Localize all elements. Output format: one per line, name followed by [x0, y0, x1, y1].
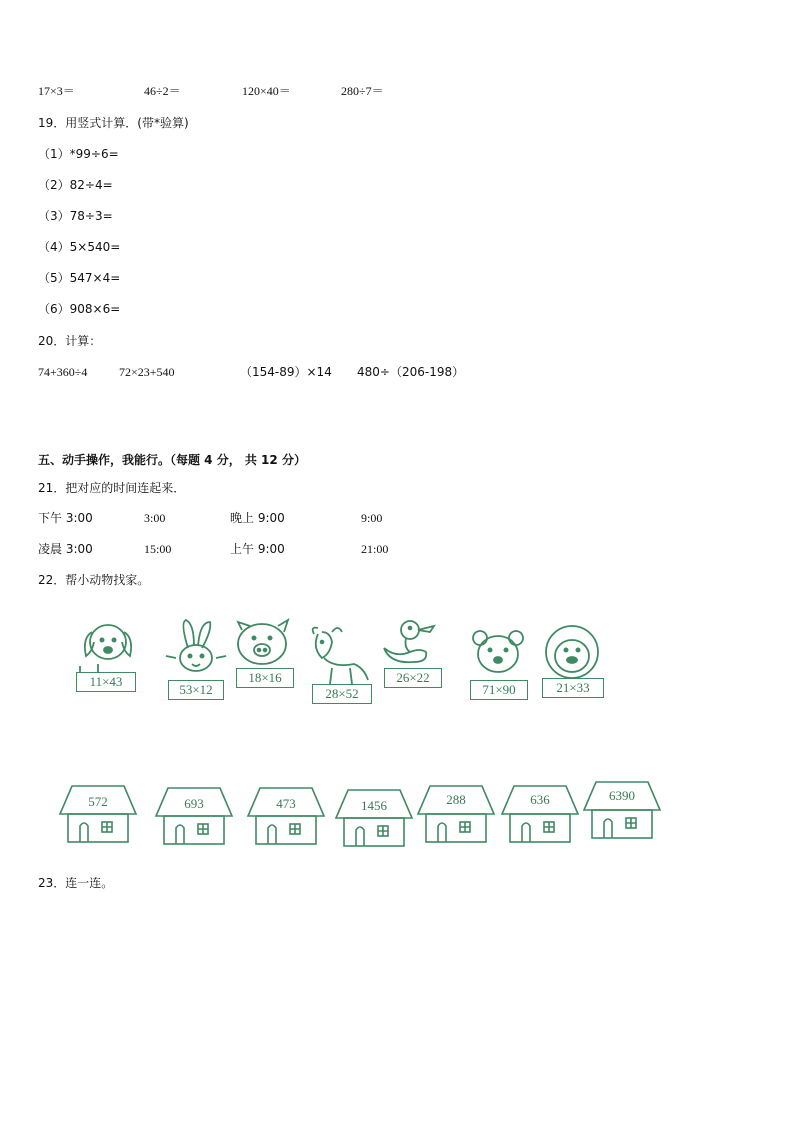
animal-bear: [466, 628, 532, 704]
q18-item-4: 280÷7＝: [341, 84, 384, 98]
q21-row2-col1: 凌晨 3:00: [38, 542, 93, 556]
animal-card-goat: 28×52: [312, 684, 372, 704]
animal-card-dog: 11×43: [76, 672, 136, 692]
animal-goat: [304, 624, 376, 710]
q21-row2-col3: 上午 9:00: [230, 542, 285, 556]
q21-row1-col1: 下午 3:00: [38, 511, 93, 525]
q20-item-2: 72×23+540: [119, 365, 175, 379]
q22-title: 22．帮小动物找家。: [38, 573, 150, 587]
house-number: 572: [88, 794, 108, 809]
q19-title: 19．用竖式计算．(带*验算): [38, 116, 189, 130]
q21-title: 21．把对应的时间连起来．: [38, 481, 186, 495]
animal-pig: [232, 618, 296, 690]
house-number: 1456: [361, 798, 387, 813]
q19-item-4: （4）5×540=: [38, 240, 121, 254]
bear-icon: [466, 628, 532, 680]
q19-item-6: （6）908×6=: [38, 302, 121, 316]
animal-dog: [70, 618, 142, 698]
rabbit-icon: [164, 618, 228, 680]
house-572: [58, 782, 138, 844]
q18-item-2: 46÷2＝: [144, 84, 181, 98]
q19-item-1: （1）*99÷6=: [38, 147, 119, 161]
duck-icon: [380, 618, 446, 670]
animal-card-pig: 18×16: [236, 668, 294, 688]
q21-row2-col2: 15:00: [144, 542, 172, 556]
house-icon: [58, 782, 138, 844]
animal-card-monkey: 21×33: [542, 678, 604, 698]
q21-row1-col2: 3:00: [144, 511, 166, 525]
q19-item-2: （2）82÷4=: [38, 178, 113, 192]
q20-title: 20．计算：: [38, 334, 102, 348]
q21-row1-col3: 晚上 9:00: [230, 511, 285, 525]
animal-card-duck: 26×22: [384, 668, 442, 688]
house-636: [500, 782, 580, 844]
animal-duck: [380, 618, 446, 692]
q21-row2-col4: 21:00: [361, 542, 389, 556]
house-6390: [582, 778, 662, 840]
house-288: [416, 782, 496, 844]
house-1456: [334, 786, 414, 848]
house-number: 6390: [609, 788, 635, 803]
house-number: 636: [530, 792, 550, 807]
animal-card-bear: 71×90: [470, 680, 528, 700]
animal-rabbit: [164, 618, 228, 702]
monkey-icon: [538, 624, 610, 680]
q20-item-4: 480÷（206-198）: [357, 365, 465, 379]
house-number: 288: [446, 792, 466, 807]
q20-item-1: 74+360÷4: [38, 365, 88, 379]
house-693: [154, 784, 234, 846]
house-icon: [334, 786, 414, 848]
section-5-title: 五、动手操作，我能行。（每题 4 分， 共 12 分）: [38, 453, 306, 467]
dog-icon: [70, 618, 142, 674]
goat-icon: [304, 624, 376, 686]
q18-item-1: 17×3＝: [38, 84, 75, 98]
house-icon: [154, 784, 234, 846]
q20-item-3: （154-89）×14: [240, 365, 332, 379]
house-icon: [246, 784, 326, 846]
q18-item-3: 120×40＝: [242, 84, 291, 98]
q23-title: 23．连一连。: [38, 876, 114, 890]
q21-row1-col4: 9:00: [361, 511, 383, 525]
q19-item-3: （3）78÷3=: [38, 209, 113, 223]
animal-card-rabbit: 53×12: [168, 680, 224, 700]
animal-monkey: [538, 624, 610, 704]
house-473: [246, 784, 326, 846]
q19-item-5: （5）547×4=: [38, 271, 121, 285]
house-number: 473: [276, 796, 296, 811]
house-number: 693: [184, 796, 204, 811]
pig-icon: [232, 618, 296, 668]
